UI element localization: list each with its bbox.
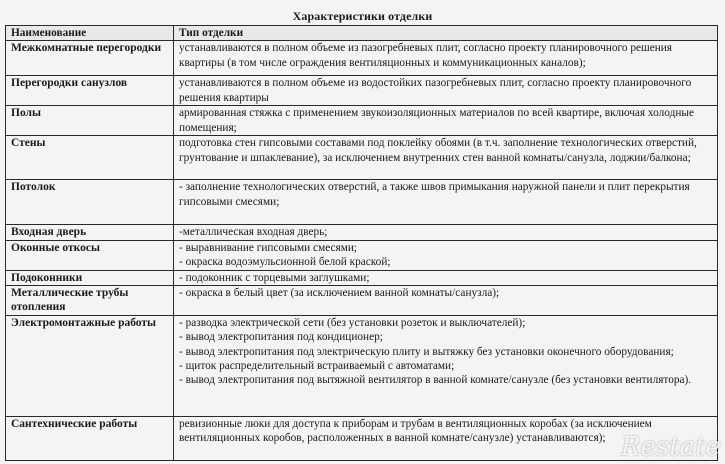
row-name: Потолок — [6, 180, 174, 225]
table-row — [6, 41, 718, 76]
watermark-logo: Restate — [620, 432, 721, 462]
table-header-row — [6, 26, 718, 41]
row-name: Стены — [6, 136, 174, 180]
row-desc: устанавливаются в полном объеме из пазогребневых плит, согласно проекту планировочного решения квартиры (в том числе ограждения вентиляционных и коммуникационных каналов); — [174, 41, 718, 76]
row-name: Сантехнические работы — [6, 416, 174, 460]
finishing-table — [5, 25, 718, 461]
row-name: Входная дверь — [6, 225, 174, 240]
row-name: Электромонтажные работы — [6, 315, 174, 416]
row-desc: ревизионные люки для доступа к приборам и трубам в вентиляционных коробах (за исключением вентиляционных коробов, расположенных в ванной комнате/санузле) устанавливаются); — [174, 416, 718, 460]
table-row — [6, 286, 718, 316]
row-desc: - подоконник с торцевыми заглушками; — [174, 270, 718, 285]
row-name: Перегородки санузлов — [6, 76, 174, 106]
table-row — [6, 416, 718, 460]
row-name: Полы — [6, 106, 174, 136]
table-row — [6, 180, 718, 225]
row-desc: - выравнивание гипсовыми смесями; - окраска водоэмульсионной белой краской; — [174, 240, 718, 270]
table-row — [6, 136, 718, 180]
table-row — [6, 240, 718, 270]
row-desc: подготовка стен гипсовыми составами под поклейку обоями (в т.ч. заполнение технологических отверстий, грунтование и шпаклевание), за исключением внутренних стен ванной комнаты/санузла, лоджии/балкона; — [174, 136, 718, 180]
row-desc: - окраска в белый цвет (за исключением ванной комнаты/санузла); — [174, 286, 718, 316]
row-name: Металлические трубы отопления — [6, 286, 174, 316]
row-name: Межкомнатные перегородки — [6, 41, 174, 76]
header-name: Наименование — [6, 26, 174, 41]
document-title: Характеристики отделки — [292, 9, 433, 23]
row-desc: - разводка электрической сети (без установки розеток и выключателей); - вывод электропитания под кондиционер; - вывод электропитания под электрическую плиту и вытяжку без установки оконечного оборудования; - щиток распределительный встраиваемый с автоматами; - вывод электропитания под вытяжной вентилятор в ванной комнате/санузле (без установки вентилятора). — [174, 315, 718, 416]
header-type: Тип отделки — [174, 26, 718, 41]
table-row — [6, 225, 718, 240]
table-row — [6, 106, 718, 136]
row-name: Оконные откосы — [6, 240, 174, 270]
table-row — [6, 315, 718, 416]
table-row — [6, 76, 718, 106]
row-name: Подоконники — [6, 270, 174, 285]
row-desc: армированная стяжка с применением звукоизоляционных материалов по всей квартире, включая холодные помещения; — [174, 106, 718, 136]
table-row — [6, 270, 718, 285]
row-desc: устанавливаются в полном объеме из водостойких пазогребневых плит, согласно проекту планировочного решения квартиры — [174, 76, 718, 106]
row-desc: - заполнение технологических отверстий, а также швов примыкания наружной панели и плит перекрытия гипсовыми смесями; — [174, 180, 718, 225]
row-desc: -металлическая входная дверь; — [174, 225, 718, 240]
